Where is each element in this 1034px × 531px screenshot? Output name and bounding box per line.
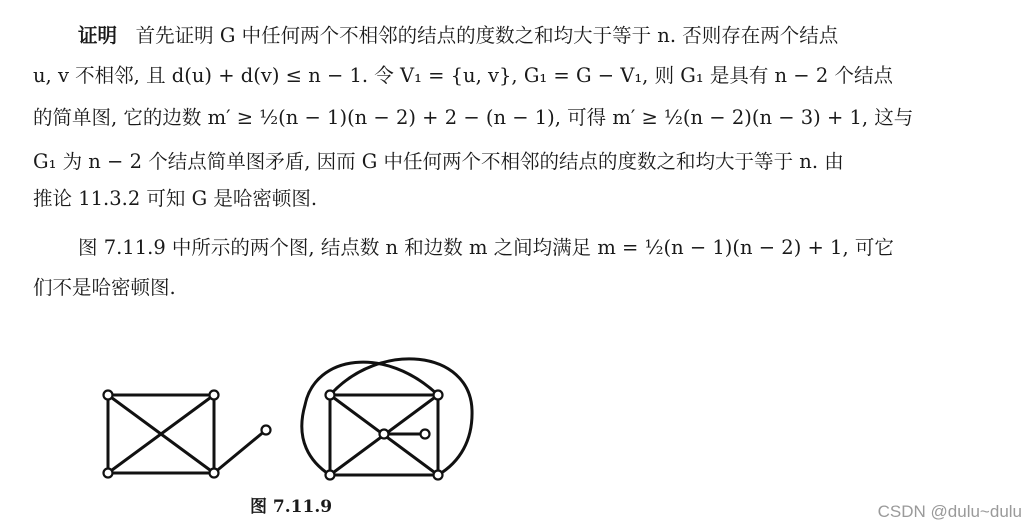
right-graph-node — [326, 471, 335, 480]
proof-line-4: G₁ 为 n − 2 个结点简单图矛盾, 因而 G 中任何两个不相邻的结点的度数之和均大于等于 n. 由 — [33, 150, 844, 173]
left-graph-node — [262, 426, 271, 435]
left-graph-node — [210, 469, 219, 478]
proof-label: 证明 — [78, 24, 118, 47]
right-graph-node — [421, 430, 430, 439]
left-graph-nodes — [104, 391, 271, 478]
proof-line-5: 推论 11.3.2 可知 G 是哈密顿图. — [33, 187, 318, 210]
right-graph-node — [326, 391, 335, 400]
right-graph-node — [434, 471, 443, 480]
left-graph-node — [104, 469, 113, 478]
csdn-watermark: CSDN @dulu~dulu — [877, 502, 1022, 521]
figure-caption: 图 7.11.9 — [250, 497, 333, 517]
remark-line-2: 们不是哈密顿图. — [33, 276, 176, 299]
proof-line-2: u, v 不相邻, 且 d(u) + d(v) ≤ n − 1. 令 V₁ = {u, v}, G₁ = G − V₁, 则 G₁ 是具有 n − 2 个结点 — [33, 64, 893, 87]
right-graph-node — [380, 430, 389, 439]
right-graph-node — [434, 391, 443, 400]
left-graph-node — [104, 391, 113, 400]
left-graph-node — [210, 391, 219, 400]
proof-line-1-text: 首先证明 G 中任何两个不相邻的结点的度数之和均大于等于 n. 否则存在两个结点 — [135, 24, 839, 47]
right-graph — [302, 359, 472, 475]
proof-line-3: 的简单图, 它的边数 m′ ≥ ½(n − 1)(n − 2) + 2 − (n − 1), 可得 m′ ≥ ½(n − 2)(n − 3) + 1, 这与 — [33, 106, 914, 129]
left-graph-pendant-edge — [214, 430, 266, 473]
remark-line-1: 图 7.11.9 中所示的两个图, 结点数 n 和边数 m 之间均满足 m = ½(n − 1)(n − 2) + 1, 可它 — [78, 236, 894, 259]
left-graph — [108, 395, 266, 473]
